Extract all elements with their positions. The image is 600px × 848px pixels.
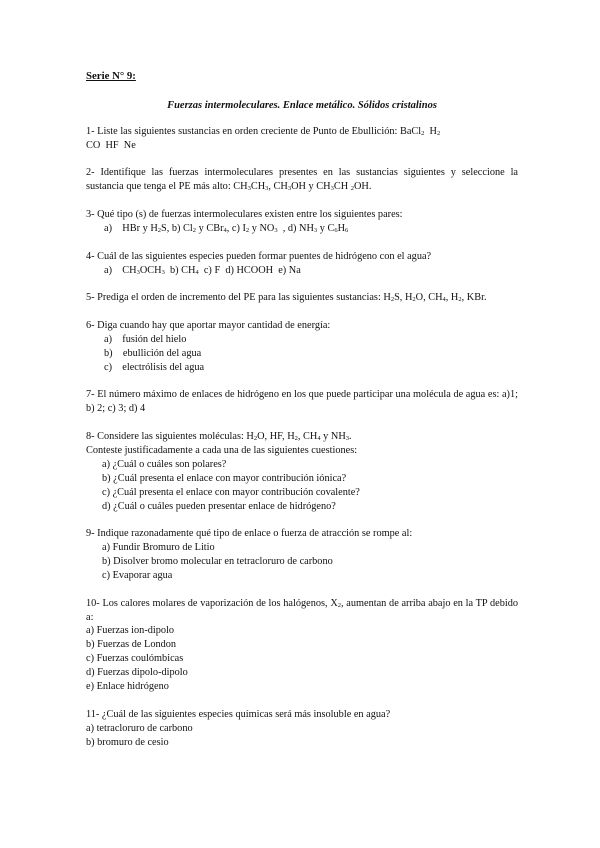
list-item: a) Fundir Bromuro de Litio <box>102 542 215 554</box>
question-8-line2: Conteste justificadamente a cada una de las siguientes cuestiones: <box>86 444 358 456</box>
question-3-text: 3- Qué tipo (s) de fuerzas intermoleculares existen entre los siguientes pares: <box>86 209 403 221</box>
list-item: a) ¿Cuál o cuáles son polares? <box>102 458 227 470</box>
question-7 <box>86 388 518 416</box>
question-4-text: 4- Cuál de las siguientes especies pueden formar puentes de hidrógeno con el agua? <box>86 250 432 262</box>
question-1-line2: CO HF Ne <box>86 139 136 151</box>
question-4-options: a) $CH_3OCH_3$ b) $CH_4$ c) F d) HCOOH e) Na <box>104 264 301 276</box>
list-item: a) fusión del hielo <box>104 333 187 345</box>
question-7-text: 7- El número máximo de enlaces de hidrógeno en los que puede participar una molécula de agua es: a)1; b) 2; c) 3; d) 4 <box>86 389 518 415</box>
list-item: c) Evaporar agua <box>102 569 173 581</box>
question-2 <box>86 166 518 194</box>
document-subtitle: Fuerzas intermoleculares. Enlace metálico. Sólidos cristalinos <box>167 99 437 111</box>
question-8 <box>86 430 518 513</box>
question-5 <box>86 291 518 305</box>
question-1-text: 1- Liste las siguientes sustancias en orden creciente de Punto de Ebullición: BaCl$_2$ $H_2$ <box>86 125 441 137</box>
list-item: b) ebullición del agua <box>104 347 202 359</box>
list-item: e) Enlace hidrógeno <box>86 681 169 693</box>
list-item: c) electrólisis del agua <box>104 361 205 373</box>
series-title: Serie N° 9: <box>86 70 136 82</box>
list-item: b) bromuro de cesio <box>86 736 169 748</box>
question-3 <box>86 208 518 236</box>
list-item: c) ¿Cuál presenta el enlace con mayor contribución covalente? <box>102 486 360 498</box>
list-item: b) ¿Cuál presenta el enlace con mayor contribución iónica? <box>102 472 347 484</box>
list-item: c) Fuerzas coulómbicas <box>86 653 184 665</box>
question-8-text: 8- Considere las siguientes moléculas: $H_2O$, HF, $H_2$, $CH_4$ y $NH_3$. <box>86 430 352 442</box>
question-10 <box>86 597 518 694</box>
list-item: b) Fuerzas de London <box>86 639 177 651</box>
list-item: a) Fuerzas ion-dipolo <box>86 625 175 637</box>
question-9 <box>86 527 518 583</box>
question-9-text: 9- Indique razonadamente qué tipo de enlace o fuerza de atracción se rompe al: <box>86 528 413 540</box>
list-item: d) ¿Cuál o cuáles pueden presentar enlace de hidrógeno? <box>102 500 336 512</box>
question-11 <box>86 708 518 750</box>
document-page <box>86 70 518 763</box>
question-11-text: 11- ¿Cuál de las siguientes especies químicas será más insoluble en agua? <box>86 708 391 720</box>
list-item: d) Fuerzas dipolo-dipolo <box>86 667 188 679</box>
question-5-text: 5- Prediga el orden de incremento del PE para las siguientes sustancias: $H_2S$, $H_2O$, $CH_4$, $H_2$, KBr. <box>86 292 487 304</box>
list-item: a) tetracloruro de carbono <box>86 722 193 734</box>
question-6-text: 6- Diga cuando hay que aportar mayor cantidad de energía: <box>86 319 331 331</box>
question-4 <box>86 250 518 278</box>
list-item: b) Disolver bromo molecular en tetracloruro de carbono <box>102 556 333 568</box>
question-1 <box>86 125 518 153</box>
question-10-text: 10- Los calores molares de vaporización de los halógenos, $X_2$, aumentan de arriba abajo en la TP debido a: <box>86 597 518 623</box>
question-2-text: 2- Identifique las fuerzas intermoleculares presentes en las sustancias siguientes y seleccione la sustancia que tenga el PE más alto: $CH_3CH_3$, $CH_3OH$ y $CH_3CH$ $_2$OH. <box>86 167 518 193</box>
question-3-options: a) HBr y $H_2S$, b) $Cl_2$ y CBr$_4$, c) $I_2$ y $NO_3$ , d) $NH_3$ y $C_6H_6$ <box>104 222 349 234</box>
question-6 <box>86 319 518 375</box>
